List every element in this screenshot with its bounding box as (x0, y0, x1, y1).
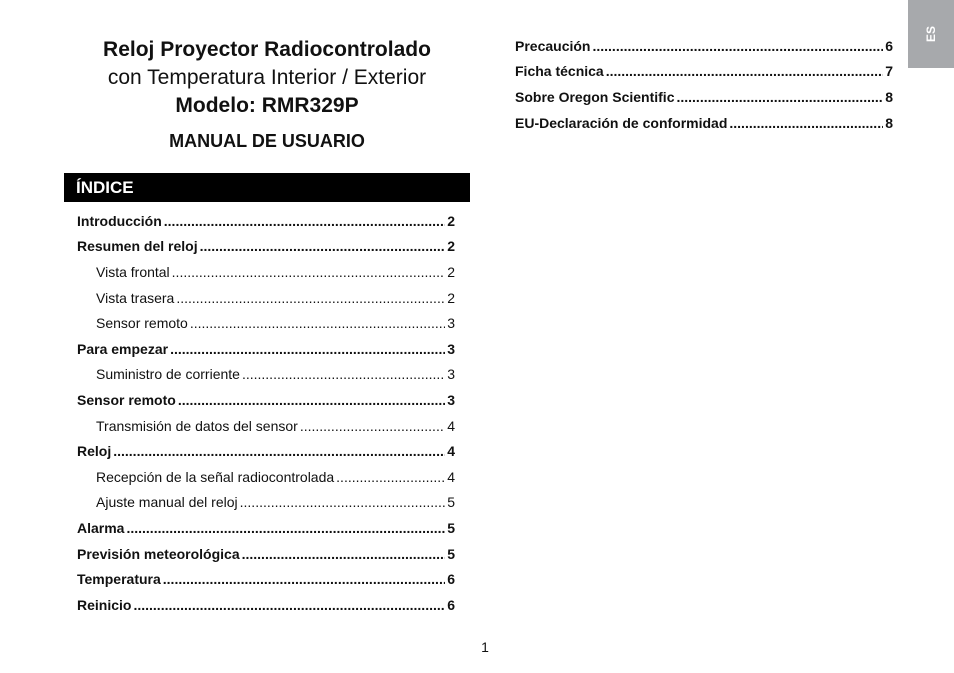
toc-leader-dots (729, 115, 883, 131)
toc-entry[interactable] (77, 515, 455, 541)
toc-entry-label: Sensor remoto (96, 315, 188, 332)
toc-entry-page: 8 (885, 114, 893, 131)
toc-entry[interactable] (77, 541, 455, 567)
toc-entry[interactable] (77, 310, 455, 336)
toc-leader-dots (592, 38, 883, 54)
toc-entry-label: Transmisión de datos del sensor (96, 417, 298, 434)
toc-entry-page: 3 (447, 340, 455, 357)
toc-entry[interactable] (515, 33, 893, 59)
toc-leader-dots (242, 366, 445, 382)
toc-leader-dots (176, 290, 445, 306)
toc-leader-dots (336, 469, 445, 485)
toc-entry-label: Introducción (77, 212, 162, 229)
toc-entry[interactable] (77, 438, 455, 464)
toc-entry-page: 4 (447, 468, 455, 485)
toc-entry[interactable] (77, 464, 455, 490)
toc-entry-page: 5 (447, 519, 455, 536)
toc-leader-dots (172, 264, 446, 280)
toc-entry-label: Reloj (77, 443, 112, 460)
toc-entry-page: 2 (447, 238, 455, 255)
toc-entry-label: Precaución (515, 37, 591, 54)
manual-subtitle: MANUAL DE USUARIO (169, 131, 365, 151)
toc-entry[interactable] (77, 592, 455, 618)
toc-entry-label: Vista trasera (96, 289, 175, 306)
toc-entry-label: Vista frontal (96, 263, 170, 280)
language-tab (908, 0, 954, 68)
toc-entry-page: 8 (885, 88, 893, 105)
toc-entry-page: 3 (447, 366, 455, 383)
toc-entry[interactable] (515, 59, 893, 85)
toc-entry[interactable] (77, 259, 455, 285)
toc-entry[interactable] (77, 234, 455, 260)
toc-leader-dots (242, 546, 446, 562)
toc-entry-label: Alarma (77, 519, 125, 536)
language-tab-label: ES (924, 25, 938, 43)
toc-leader-dots (200, 238, 446, 254)
toc-entry[interactable] (77, 387, 455, 413)
toc-leader-dots (164, 213, 445, 229)
title-line-2: con Temperatura Interior / Exterior (107, 66, 427, 89)
toc-entry-label: EU-Declaración de conformidad (515, 114, 728, 131)
toc-left-column (77, 208, 455, 618)
toc-entry-page: 2 (447, 263, 455, 280)
toc-entry-page: 6 (447, 596, 455, 613)
toc-entry[interactable] (515, 84, 893, 110)
toc-entry[interactable] (515, 110, 893, 136)
toc-entry-label: Previsión meteorológica (77, 545, 240, 562)
toc-entry[interactable] (77, 490, 455, 516)
toc-entry-label: Resumen del reloj (77, 238, 198, 255)
toc-entry-label: Temperatura (77, 571, 161, 588)
toc-entry[interactable] (77, 208, 455, 234)
toc-right-column (515, 33, 893, 135)
toc-entry-label: Suministro de corriente (96, 366, 240, 383)
toc-entry-label: Ficha técnica (515, 63, 604, 80)
toc-entry-label: Reinicio (77, 596, 132, 613)
toc-entry-label: Recepción de la señal radiocontrolada (96, 468, 335, 485)
toc-entry-page: 5 (447, 545, 455, 562)
toc-entry[interactable] (77, 413, 455, 439)
toc-leader-dots (606, 63, 884, 79)
toc-entry-label: Para empezar (77, 340, 169, 357)
toc-leader-dots (300, 418, 445, 434)
toc-entry[interactable] (77, 362, 455, 388)
toc-entry-page: 5 (447, 494, 455, 511)
toc-entry-page: 3 (447, 391, 455, 408)
page-number: 1 (481, 639, 489, 655)
toc-entry-page: 6 (447, 571, 455, 588)
toc-entry-page: 7 (885, 63, 893, 80)
toc-entry-page: 2 (447, 289, 455, 306)
toc-entry-label: Ajuste manual del reloj (96, 494, 238, 511)
toc-leader-dots (133, 597, 445, 613)
toc-entry-page: 3 (447, 315, 455, 332)
toc-leader-dots (190, 315, 445, 331)
toc-entry-page: 4 (447, 417, 455, 434)
toc-leader-dots (240, 494, 446, 510)
toc-leader-dots (126, 520, 445, 536)
toc-entry[interactable] (77, 285, 455, 311)
document-title (64, 36, 470, 120)
toc-header: ÍNDICE (64, 173, 470, 202)
toc-leader-dots (113, 443, 445, 459)
toc-leader-dots (178, 392, 445, 408)
toc-entry[interactable] (77, 566, 455, 592)
toc-entry-page: 6 (885, 37, 893, 54)
toc-leader-dots (163, 571, 445, 587)
title-line-3: Modelo: RMR329P (175, 94, 359, 117)
toc-entry-label: Sobre Oregon Scientific (515, 88, 675, 105)
toc-leader-dots (170, 341, 445, 357)
toc-entry[interactable] (77, 336, 455, 362)
toc-leader-dots (676, 89, 883, 105)
toc-entry-label: Sensor remoto (77, 391, 176, 408)
toc-entry-page: 4 (447, 443, 455, 460)
toc-entry-page: 2 (447, 212, 455, 229)
title-line-1: Reloj Proyector Radiocontrolado (103, 38, 431, 61)
